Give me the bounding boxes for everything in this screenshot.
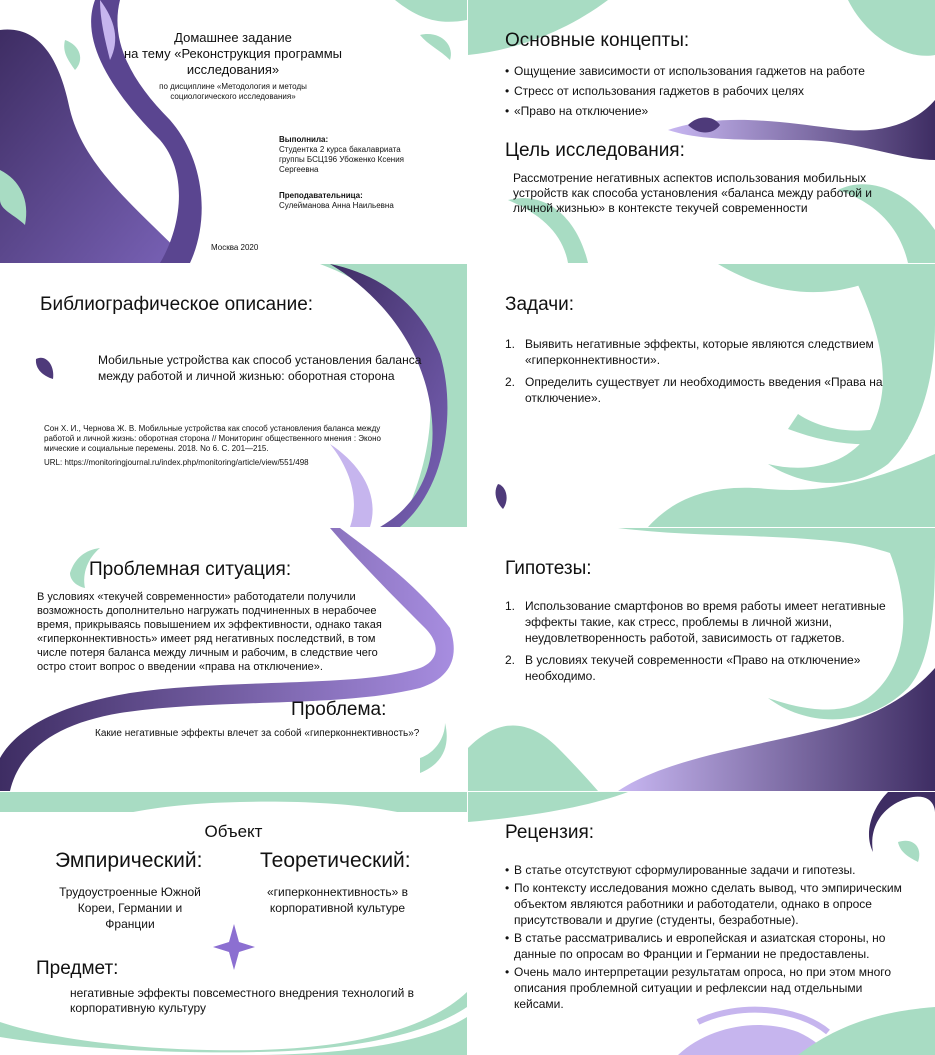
empirical-text: Трудоустроенные Южной Кореи, Германии и Франции (59, 885, 201, 931)
biblio-work-title: Мобильные устройства как способ установления баланса между работой и личной жизнью: оборотная сторона (98, 353, 422, 383)
tasks-list (505, 336, 890, 412)
review-title: Рецензия: (505, 822, 595, 843)
list-item: • Очень мало интерпретации результатам опроса, но при этом много описания проблемной ситуации и рефлексии над отдельными кейсами. (505, 964, 915, 1012)
author-text: Студентка 2 курса бакалавриата группы БСЦ196 Убоженко Ксения Сергеевна (279, 145, 404, 174)
object-title: Объект (204, 822, 263, 841)
biblio-citation: Сон Х. И., Чернова Ж. В. Мобильные устройства как способ установления баланса между работой и личной жизнь: оборотная сторона // Мониторинг общественного мнения : Эконо мические и социальные перемены. 2018. No 6. С. 201—215. (44, 424, 381, 453)
teacher-text: Сулейманова Анна Наильевна (279, 201, 394, 210)
slide-problem (0, 528, 467, 791)
list-item: • Ощущение зависимости от использования гаджетов на работе (505, 63, 925, 79)
theoretical-text: «гиперконнективность» в корпоративной культуре (267, 885, 408, 915)
theoretical-title: Теоретический: (260, 849, 411, 872)
slide-review (468, 792, 935, 1055)
goal-text: Рассмотрение негативных аспектов использования мобильных устройств как способа установления «баланса между работой и личной жизнью» в контексте текучей современности (513, 171, 872, 215)
problem-heading: Проблема: (291, 699, 387, 720)
hypotheses-list (505, 598, 900, 690)
concepts-title: Основные концепты: (505, 30, 690, 51)
hypotheses-title: Гипотезы: (505, 558, 592, 579)
list-item: 2. Определить существует ли необходимость введения «Права на отключение». (505, 375, 883, 405)
list-item: 2. В условиях текучей современности «Право на отключение» необходимо. (505, 653, 861, 683)
goal-title: Цель исследования: (505, 140, 685, 161)
list-item: • В статье рассматривались и европейская и азиатская стороны, но данные по опросам во Франции и Германии не предоставлены. (505, 930, 915, 962)
list-item: 1. Выявить негативные эффекты, которые являются следствием «гиперконнективности». (505, 337, 874, 367)
slide-biblio (0, 264, 467, 527)
problem-question: Какие негативные эффекты влечет за собой «гиперконнективность»? (95, 728, 420, 739)
tasks-title: Задачи: (505, 294, 575, 315)
review-list (505, 862, 915, 1014)
author-label: Выполнила: (279, 135, 329, 144)
title-subheading: по дисциплине «Методология и методы социологического исследования» (159, 82, 307, 101)
slide-hypotheses (468, 528, 935, 791)
empirical-title: Эмпирический: (55, 849, 203, 872)
biblio-title: Библиографическое описание: (40, 294, 314, 315)
biblio-url[interactable]: URL: https://monitoringjournal.ru/index.php/monitoring/article/view/551/498 (44, 458, 309, 467)
subject-text: негативные эффекты повсеместного внедрения технологий в корпоративную культуру (70, 986, 415, 1015)
list-item: 1. Использование смартфонов во время работы имеет негативные эффекты такие, как стресс, проблемы в личной жизни, неудовлетворенность работой, зависимость от гаджетов. (505, 599, 886, 645)
problem-text: В условиях «текучей современности» работодатели получили возможность дополнительно нагружать подчиненных в нерабочее время, прикрываясь повышением их эффективности, однако такая «гиперконнективность» имеет ряд негативных последствий, в том числе потеря баланса между личным и рабочим, в следствие чего остро стоит вопрос о введении «права на отключение». (37, 591, 382, 673)
problem-title: Проблемная ситуация: (89, 559, 292, 580)
list-item: • По контексту исследования можно сделать вывод, что эмпирическим объектом являются работники и работодатели, однако в опросе присутствовали и другие (студенты, безработные). (505, 880, 915, 928)
list-item: • «Право на отключение» (505, 103, 925, 119)
subject-title: Предмет: (36, 958, 119, 979)
teacher-label: Преподавательница: (279, 191, 363, 200)
list-item: • Стресс от использования гаджетов в рабочих целях (505, 83, 925, 99)
slide-object (0, 792, 467, 1055)
concepts-list (505, 63, 925, 123)
city-year: Москва 2020 (211, 243, 259, 252)
slide-tasks (468, 264, 935, 527)
slide-concepts (468, 0, 935, 263)
list-item: • В статье отсутствуют сформулированные задачи и гипотезы. (505, 862, 915, 878)
title-heading: Домашнее задание на тему «Реконструкция программы исследования» (123, 30, 343, 77)
sparkle-icon (213, 924, 255, 970)
slide-title (0, 0, 467, 263)
